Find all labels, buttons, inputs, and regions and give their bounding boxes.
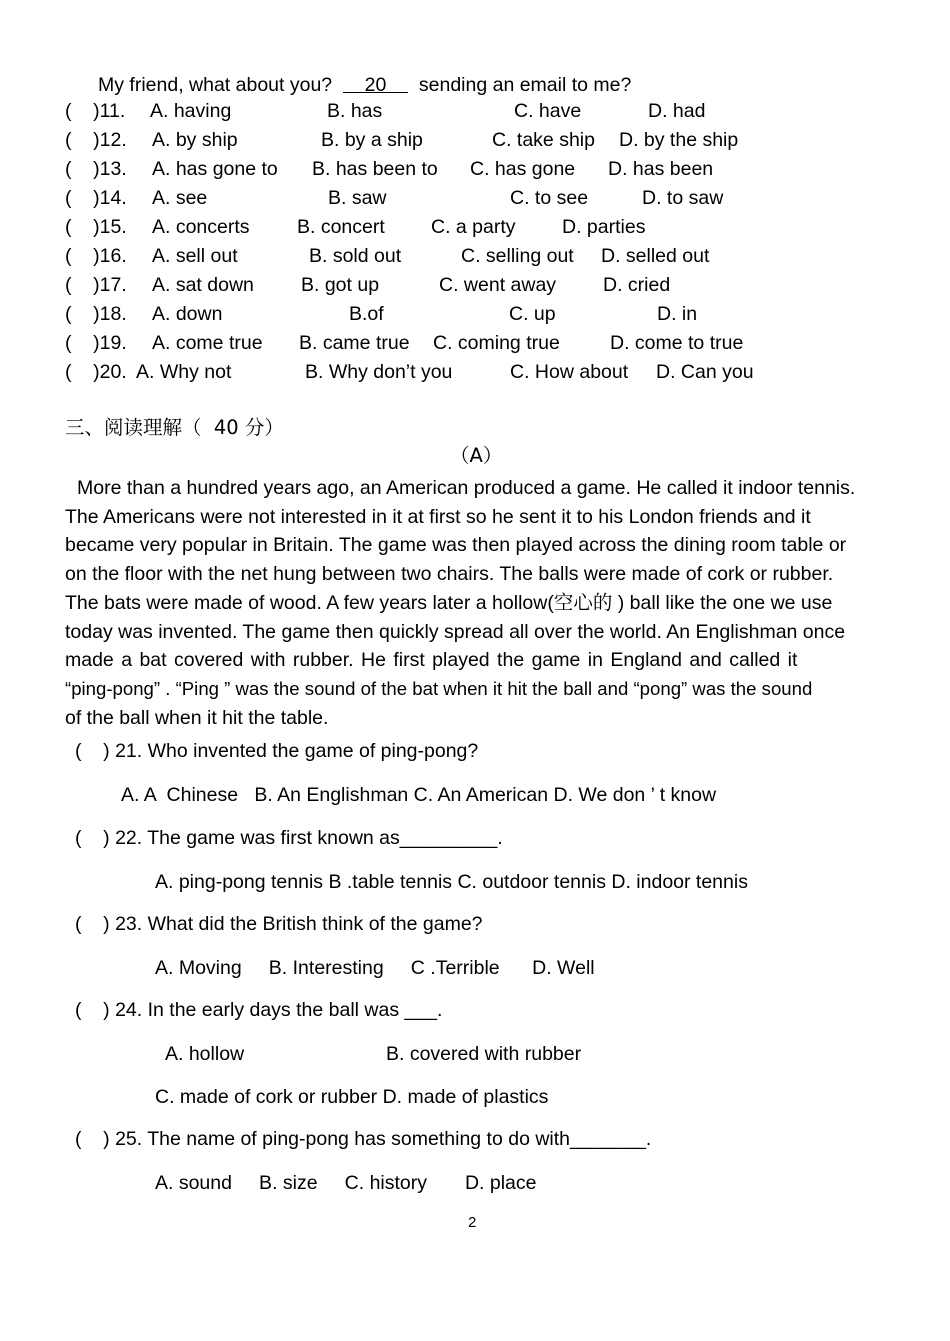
question-number: ( )14. <box>65 187 127 209</box>
question-number: ( )19. <box>65 332 127 354</box>
option-a: A. see <box>152 187 208 209</box>
question-25: ( ) 25. The name of ping-pong has something to do with_______. <box>75 1128 652 1150</box>
question-row <box>65 301 805 330</box>
question-row <box>65 156 805 185</box>
option-a: A. concerts <box>152 216 250 238</box>
option-a: A. by ship <box>152 129 238 151</box>
question-23: ( ) 23. What did the British think of the game? <box>75 913 483 935</box>
option-b: B. saw <box>328 187 387 209</box>
question-24-options-cd: C. made of cork or rubber D. made of plastics <box>155 1086 549 1108</box>
passage-line: became very popular in Britain. The game was then played across the dining room table or <box>65 534 847 557</box>
option-b: B. has been to <box>312 158 438 180</box>
passage-line: The bats were made of wood. A few years later a hollow(空心的 ) ball like the one we use <box>65 591 833 614</box>
section-title: 三、阅读理解（ 40 分） <box>65 416 284 439</box>
option-c: C. have <box>514 100 582 122</box>
intro-line <box>98 73 631 97</box>
intro-prefix: My friend, what about you? <box>98 74 333 96</box>
option-c: C. How about <box>510 361 629 383</box>
option-c: C. a party <box>431 216 516 238</box>
question-25-options: A. sound B. size C. history D. place <box>155 1172 537 1194</box>
option-d: D. has been <box>608 158 714 180</box>
passage-line: today was invented. The game then quickly spread all over the world. An Englishman once <box>65 620 846 643</box>
option-a: A. Why not <box>136 361 232 383</box>
blank-20-number: 20 <box>364 74 387 96</box>
question-row <box>65 243 805 272</box>
option-b: B. concert <box>297 216 385 238</box>
option-c: C. to see <box>510 187 589 209</box>
question-row <box>65 214 805 243</box>
question-23-options: A. Moving B. Interesting C .Terrible D. Well <box>155 957 595 979</box>
option-c: C. take ship <box>492 129 595 151</box>
option-d: D. in <box>657 303 698 325</box>
option-a: A. having <box>150 100 232 122</box>
option-b: B. came true <box>299 332 410 354</box>
option-b: B.of <box>349 303 384 325</box>
question-number: ( )15. <box>65 216 127 238</box>
option-a: A. has gone to <box>152 158 278 180</box>
intro-suffix: sending an email to me? <box>418 74 632 96</box>
passage-line: made a bat covered with rubber. He first played the game in England and called it <box>65 649 798 672</box>
question-number: ( )12. <box>65 129 127 151</box>
option-c: C. has gone <box>470 158 576 180</box>
option-c: C. went away <box>439 274 557 296</box>
question-24-option-b: B. covered with rubber <box>386 1043 582 1065</box>
option-b: B. got up <box>301 274 380 296</box>
option-d: D. Can you <box>656 361 754 383</box>
option-d: D. to saw <box>642 187 724 209</box>
cloze-options <box>65 98 805 388</box>
option-c: C. coming true <box>433 332 560 354</box>
option-d: D. selled out <box>601 245 710 267</box>
option-a: A. down <box>152 303 223 325</box>
question-row <box>65 272 805 301</box>
option-a: A. come true <box>152 332 263 354</box>
question-number: ( )20. <box>65 361 127 383</box>
option-a: A. sell out <box>152 245 238 267</box>
passage-line: of the ball when it hit the table. <box>65 706 329 729</box>
reading-passage <box>65 474 930 732</box>
page-number: 2 <box>468 1214 477 1231</box>
option-b: B. by a ship <box>321 129 423 151</box>
question-row <box>65 330 805 359</box>
option-d: D. parties <box>562 216 646 238</box>
question-22: ( ) 22. The game was first known as_________. <box>75 827 503 849</box>
question-24: ( ) 24. In the early days the ball was ___. <box>75 999 443 1021</box>
question-24-option-a: A. hollow <box>165 1043 245 1065</box>
option-c: C. up <box>509 303 556 325</box>
question-row <box>65 359 805 388</box>
question-21: ( ) 21. Who invented the game of ping-pong? <box>75 740 479 762</box>
passage-line: “ping-pong” . “Ping ” was the sound of the bat when it hit the ball and “pong” was the sound <box>65 677 813 699</box>
question-row <box>65 185 805 214</box>
blank-20 <box>343 74 408 96</box>
question-number: ( )18. <box>65 303 127 325</box>
option-d: D. come to true <box>610 332 744 354</box>
option-b: B. Why don’t you <box>305 361 453 383</box>
question-number: ( )16. <box>65 245 127 267</box>
question-number: ( )11. <box>65 100 126 122</box>
option-b: B. has <box>327 100 383 122</box>
option-a: A. sat down <box>152 274 254 296</box>
question-number: ( )13. <box>65 158 127 180</box>
passage-line: on the floor with the net hung between two chairs. The balls were made of cork or rubber. <box>65 563 834 586</box>
question-row <box>65 98 805 127</box>
passage-line: More than a hundred years ago, an American produced a game. He called it indoor tennis. <box>77 477 856 499</box>
option-d: D. had <box>648 100 706 122</box>
question-row <box>65 127 805 156</box>
option-d: D. by the ship <box>619 129 739 151</box>
option-c: C. selling out <box>461 245 574 267</box>
passage-line: The Americans were not interested in it at first so he sent it to his London friends and it <box>65 505 811 528</box>
question-22-options: A. ping-pong tennis B .table tennis C. outdoor tennis D. indoor tennis <box>155 871 748 893</box>
question-21-options: A. A Chinese B. An Englishman C. An American D. We don ’ t know <box>121 784 717 806</box>
option-d: D. cried <box>603 274 671 296</box>
option-b: B. sold out <box>309 245 402 267</box>
passage-label: （A） <box>450 444 503 467</box>
question-number: ( )17. <box>65 274 127 296</box>
